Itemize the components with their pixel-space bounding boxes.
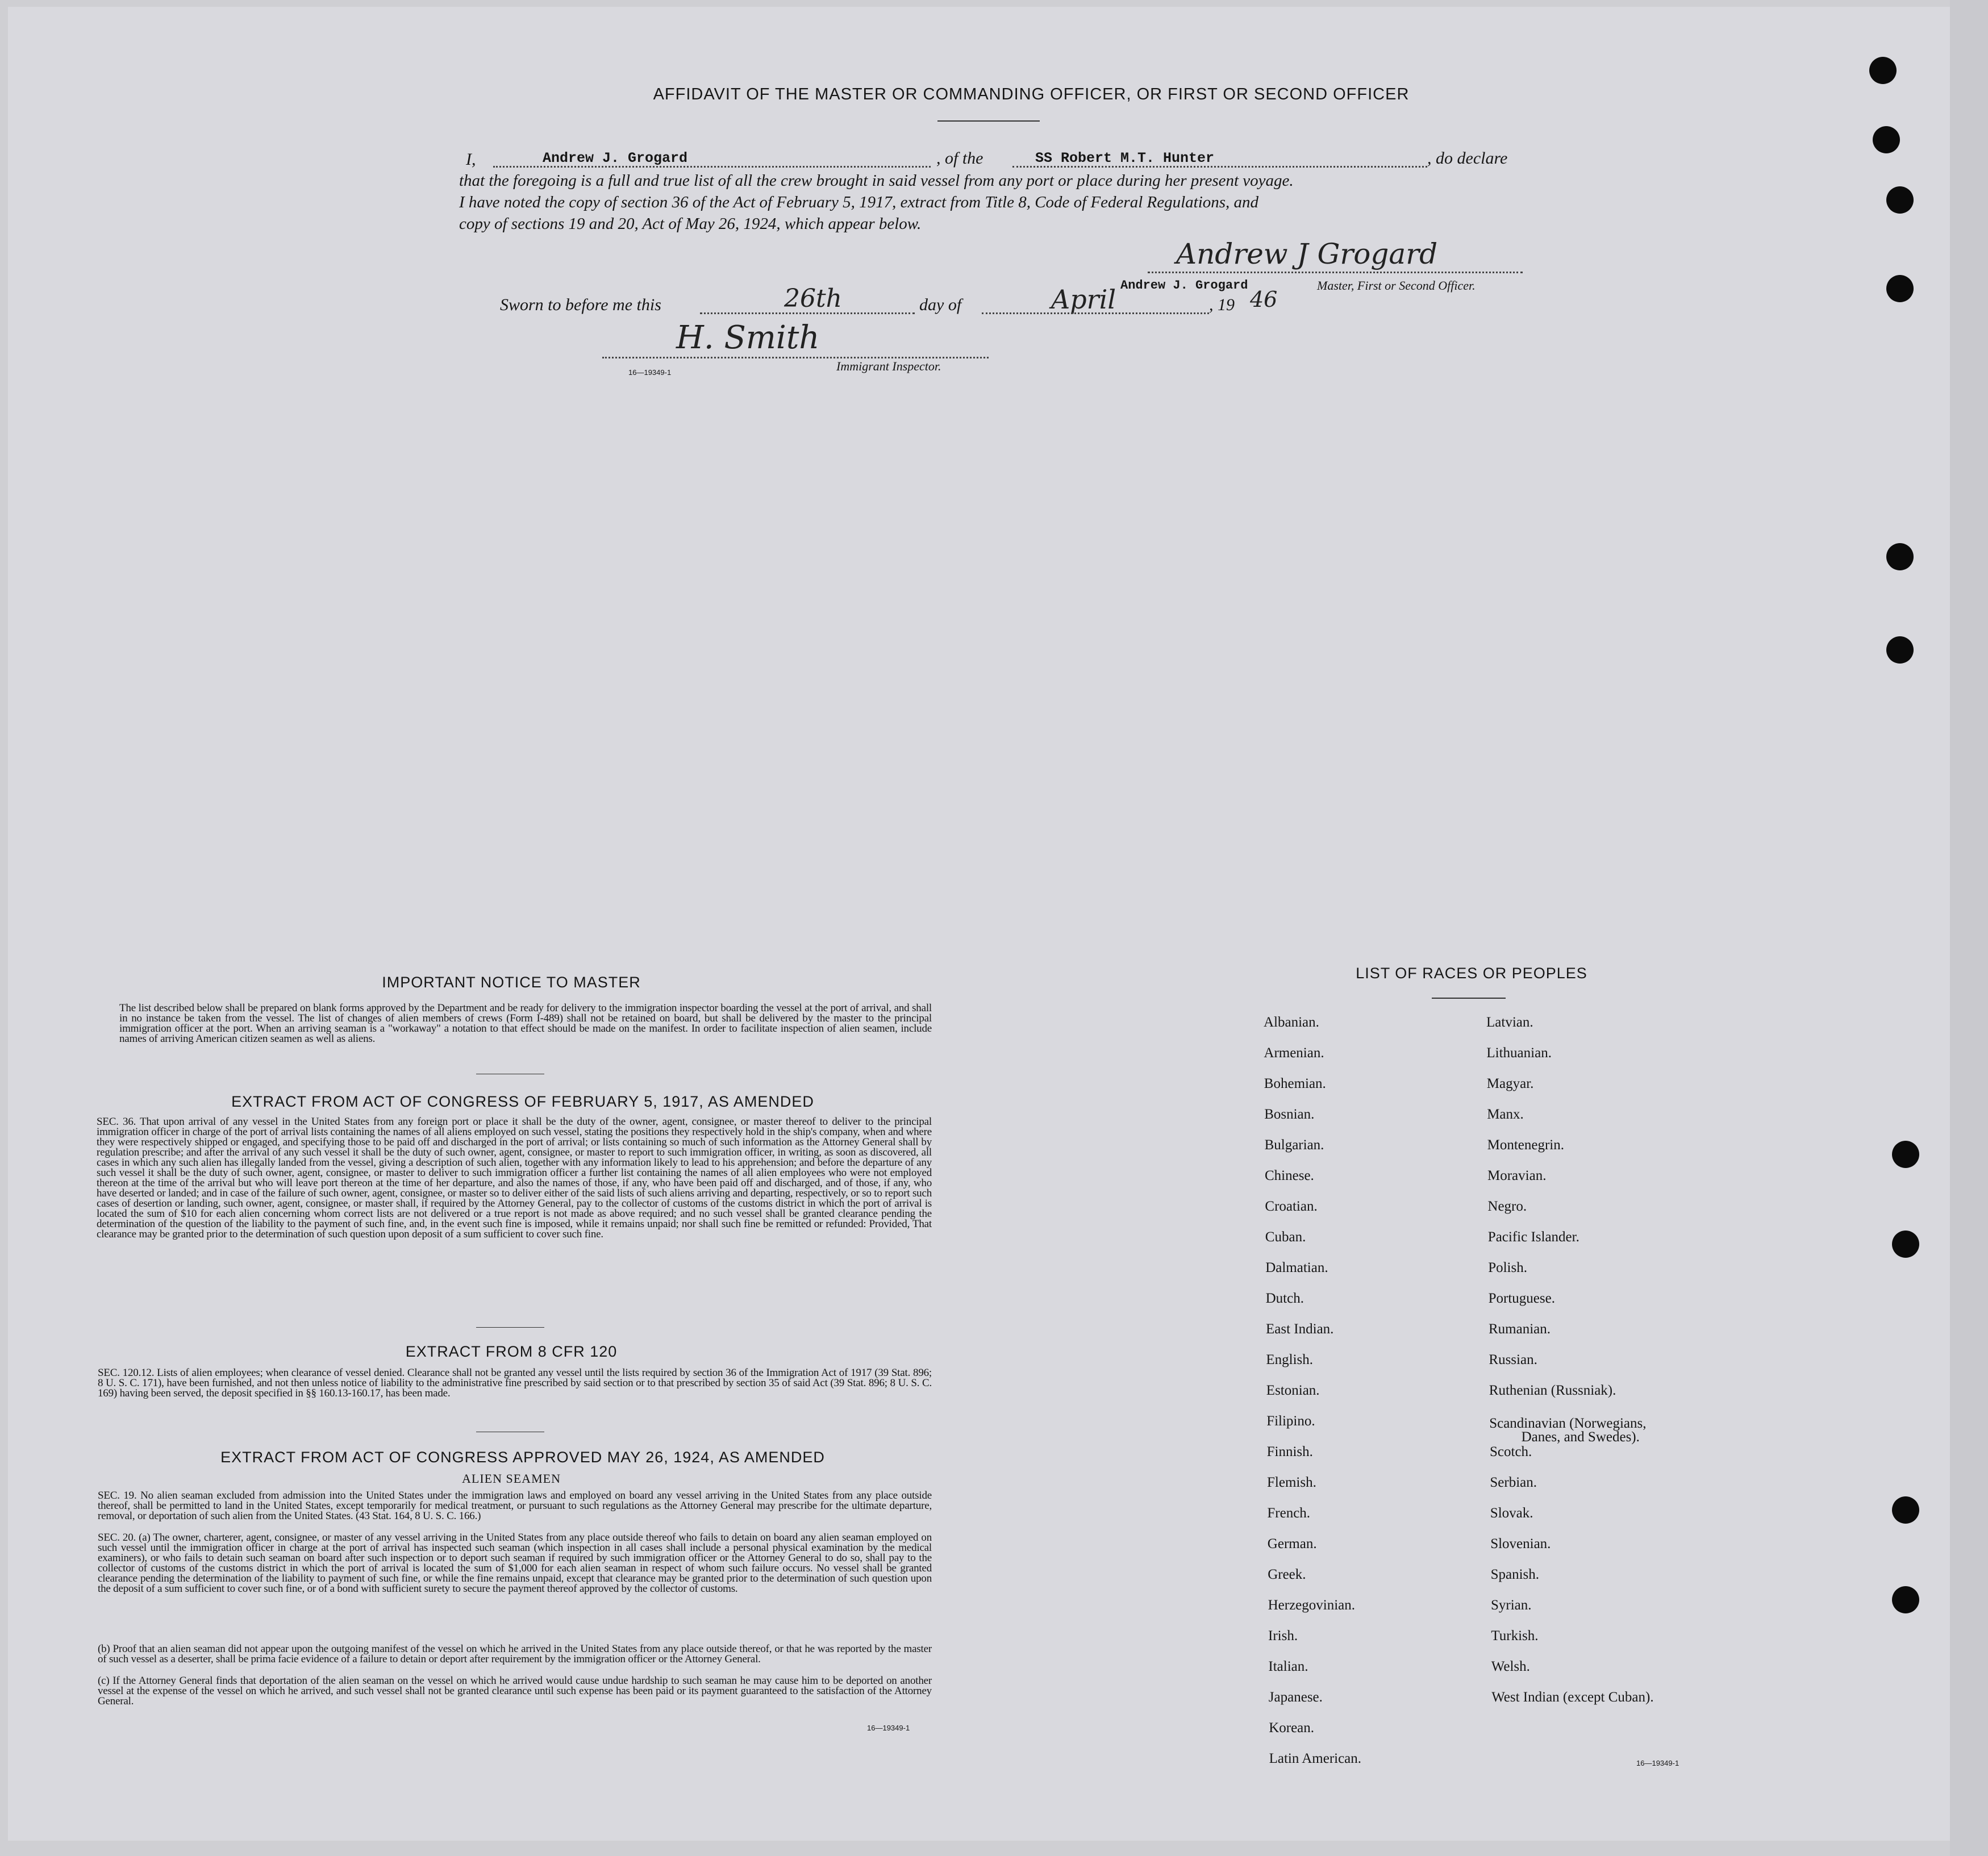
race-item: Spanish. <box>1490 1567 1540 1582</box>
race-item: Dalmatian. <box>1265 1260 1328 1275</box>
race-item: Moravian. <box>1487 1168 1547 1183</box>
notice-body: The list described below shall be prepared on blank forms approved by the Department and be ready for delivery to the immigration inspector boarding the vessel at the port of arrival, and shall in no instance be taken from the vessel. The list of changes of alien members of crews (Form I-489) shall not be retained on board, but shall be delivered by the master to the principal immigration officer at the port. When an arriving seaman is a "workaway" a notation to that effect should be made on the manifest. In order to facilitate inspection of alien seamen, include names of arriving American citizen seamen as well as aliens. <box>119 1002 932 1045</box>
race-item: Finnish. <box>1266 1444 1313 1459</box>
signature-line <box>1148 272 1523 273</box>
name-line <box>493 166 931 168</box>
officer-title: Master, First or Second Officer. <box>1317 278 1476 293</box>
race-item: Portuguese. <box>1488 1291 1555 1306</box>
extract-1924-sec19: SEC. 19. No alien seaman excluded from admission into the United States under the immigration laws and employed on board any vessel arriving in the United States from any place outside thereof, shall be permitted to land in the United States, except temporarily for medical treatment, or pursuant to such regulations as the Attorney General may prescribe for the ultimate departure, removal, or deportation of such alien from the United States. (43 Stat. 164, 8 U. S. C. 166.) <box>98 1490 932 1522</box>
declaration-line-2: that the foregoing is a full and true list of all the crew brought in said vessel from any port or place during her present voyage. <box>459 172 1294 190</box>
month-line <box>982 312 1209 314</box>
race-item: Negro. <box>1487 1199 1527 1214</box>
race-item: Italian. <box>1268 1659 1308 1674</box>
race-item: Scotch. <box>1490 1444 1532 1459</box>
race-item: Bosnian. <box>1264 1107 1315 1122</box>
race-item: Cuban. <box>1265 1229 1306 1245</box>
races-form-number: 16—19349-1 <box>1636 1759 1679 1767</box>
extract-1924-title: EXTRACT FROM ACT OF CONGRESS APPROVED MAY 26, 1924, AS AMENDED <box>220 1449 825 1466</box>
extract-1924-sec20a: SEC. 20. (a) The owner, charterer, agent, consignee, or master of any vessel arriving in the United States from any place outside thereof who fails to detain on board any alien seaman employed on such vessel until the immigration officer in charge at the port of arrival has inspected such seaman (which inspection in all cases shall include a personal physical examination by the medical examiners), or who fails to detain such seaman on board after such inspection or to deport such seaman if required by such immigration officer or the Attorney General to do so, shall pay to the collector of customs of the customs district in which the port of arrival is located the sum of $1,000 for each alien seaman in respect of whom such failure occurs. No vessel shall be granted clearance pending the determination of the liability to payment of such fine, or while the fine remains unpaid, except that clearance may be granted prior to the determination of such question upon the deposit of a sum sufficient to cover such fine, or of a bond with sufficient surety to secure the payment thereof approved by the collector of customs. <box>98 1532 932 1595</box>
punch-hole <box>1892 1586 1919 1613</box>
race-item: East Indian. <box>1266 1321 1334 1337</box>
race-item: Manx. <box>1487 1107 1524 1122</box>
punch-hole <box>1892 1141 1919 1168</box>
inspector-signature: H. Smith <box>676 319 820 356</box>
race-item: Ruthenian (Russniak). <box>1489 1383 1616 1398</box>
race-item: Slovenian. <box>1490 1536 1551 1551</box>
sworn-label: Sworn to before me this <box>500 295 661 314</box>
race-item: Bohemian. <box>1264 1076 1326 1091</box>
sworn-day: 26th <box>784 284 843 313</box>
races-divider <box>1432 998 1506 999</box>
race-item: Syrian. <box>1491 1598 1532 1613</box>
page-edge <box>1950 0 1988 1856</box>
inspector-line <box>602 357 989 358</box>
of-the-label: , of the <box>936 149 983 168</box>
punch-hole <box>1869 57 1897 84</box>
race-item: Flemish. <box>1267 1475 1316 1490</box>
race-item: Korean. <box>1269 1720 1315 1736</box>
race-item: Slovak. <box>1490 1505 1533 1521</box>
day-line <box>700 312 915 314</box>
race-item: Polish. <box>1488 1260 1527 1275</box>
extract-1917-divider <box>476 1327 544 1328</box>
race-item: Latvian. <box>1486 1015 1533 1030</box>
notice-title: IMPORTANT NOTICE TO MASTER <box>382 974 641 991</box>
affidavit-title: AFFIDAVIT OF THE MASTER OR COMMANDING OFFICER, OR FIRST OR SECOND OFFICER <box>653 85 1410 103</box>
form-number: 16—19349-1 <box>628 368 672 377</box>
punch-hole <box>1873 126 1900 153</box>
extract-1917-body: SEC. 36. That upon arrival of any vessel in the United States from any foreign port or place it shall be the duty of the owner, agent, consignee, or master thereof to deliver to the principal immigration officer in charge of the port of arrival lists containing the names of all aliens employed on such vessel, stating the positions they respectively hold in the ship's company, when and where they were respectively shipped or engaged, and specifying those to be paid off and discharged in the port of arrival; or lists containing so much of such information as the Attorney General shall by regulation prescribe; and after the arrival of any such vessel it shall be the duty of such owner, agent, consignee, or master to report to such immigration officer, in writing, as soon as discovered, all cases in which any such alien has illegally landed from the vessel, giving a description of such alien, together with any information likely to lead to his apprehension; and before the departure of any such vessel it shall be the duty of such owner, agent, consignee, or master to deliver to such immigration officer a further list containing the names of all alien employees who were not employed thereon at the time of the arrival but who will leave port thereon at the time of her departure, and also the names of those, if any, who have been paid off and discharged, and of those, if any, who have deserted or landed; and in case of the failure of such owner, agent, consignee, or master so to deliver either of the said lists of such aliens arriving and departing, respectively, or so to report such cases of desertion or landing, such owner, agent, consignee, or master shall, if required by the Attorney General, pay to the collector of customs of the customs district in which the port of arrival is located the sum of $10 for each alien concerning whom correct lists are not delivered or a true report is not made as above required; and no such vessel shall be granted clearance pending the determination of the question of the liability to the payment of such fine, and, in the event such fine is imposed, while it remains unpaid; nor shall such fine be remitted or refunded: Provided, That clearance may be granted prior to the determination of such question upon deposit of a sum sufficient to cover such fine. <box>97 1116 932 1240</box>
extract-1924-sec20b: (b) Proof that an alien seaman did not appear upon the outgoing manifest of the vessel on which he arrived in the United States from any place outside thereof, or that he was reported by the master of such vessel as a deserter, shall be prima facie evidence of a failure to detain or deport after requirement by the immigration officer or the Attorney General. <box>98 1643 932 1665</box>
vessel-line <box>1012 166 1427 168</box>
race-item: Magyar. <box>1486 1076 1534 1091</box>
race-item: Lithuanian. <box>1486 1045 1552 1061</box>
race-item: Scandinavian (Norwegians, <box>1489 1416 1647 1431</box>
punch-hole <box>1886 186 1914 214</box>
race-item: Pacific Islander. <box>1487 1229 1579 1245</box>
race-item: Turkish. <box>1491 1628 1539 1644</box>
race-item: Russian. <box>1489 1352 1537 1367</box>
year-prefix: , 19 <box>1209 295 1235 314</box>
race-item: Dutch. <box>1265 1291 1304 1306</box>
do-declare-label: , do declare <box>1427 149 1508 168</box>
extract-1924-sec20c: (c) If the Attorney General finds that deportation of the alien seaman on the vessel on which he arrived would cause undue hardship to such seaman he may cause him to be deported on another vessel at the expense of the vessel on which he arrived, and such vessel shall not be granted clearance until such expense has been paid or its payment guaranteed to the satisfaction of the Attorney General. <box>98 1675 932 1707</box>
typed-master-name: Andrew J. Grogard <box>1120 278 1248 293</box>
race-item: Serbian. <box>1490 1475 1537 1490</box>
title-divider <box>937 120 1040 122</box>
sworn-year: 46 <box>1250 287 1278 312</box>
extract-cfr-body: SEC. 120.12. Lists of alien employees; when clearance of vessel denied. Clearance shall not be granted any vessel until the lists required by section 36 of the Immigration Act of 1917 (39 Stat. 896; 8 U. S. C. 171), have been furnished, and not then unless notice of liability to the administrative fine prescribed by said section or to that prescribed by section 35 of said Act (39 Stat. 896; 8 U. S. C. 169) having been served, the deposit specified in §§ 160.13-160.17, has been made. <box>98 1367 932 1399</box>
race-item: Bulgarian. <box>1264 1137 1324 1153</box>
race-item: Albanian. <box>1264 1015 1319 1030</box>
race-item: Montenegrin. <box>1487 1137 1564 1153</box>
races-title: LIST OF RACES OR PEOPLES <box>1356 965 1587 982</box>
race-item: Herzegovinian. <box>1268 1598 1355 1613</box>
race-item: Danes, and Swedes). <box>1521 1429 1640 1445</box>
declaration-line-4: copy of sections 19 and 20, Act of May 26, 1924, which appear below. <box>459 215 922 233</box>
vessel-name: SS Robert M.T. Hunter <box>1035 150 1215 166</box>
race-item: German. <box>1267 1536 1317 1551</box>
race-item: Armenian. <box>1264 1045 1324 1061</box>
extract-1924-subtitle: ALIEN SEAMEN <box>462 1471 561 1486</box>
race-item: English. <box>1266 1352 1314 1367</box>
i-label: I, <box>466 150 476 169</box>
punch-hole <box>1892 1231 1919 1258</box>
race-item: Latin American. <box>1269 1751 1362 1766</box>
race-item: Japanese. <box>1268 1690 1323 1705</box>
race-item: Rumanian. <box>1489 1321 1551 1337</box>
punch-hole <box>1886 543 1914 570</box>
race-item: Greek. <box>1268 1567 1306 1582</box>
race-item: Welsh. <box>1491 1659 1530 1674</box>
race-item: Chinese. <box>1265 1168 1314 1183</box>
punch-hole <box>1892 1496 1919 1524</box>
race-item: Filipino. <box>1266 1413 1315 1429</box>
extract-1917-title: EXTRACT FROM ACT OF CONGRESS OF FEBRUARY 5, 1917, AS AMENDED <box>231 1093 814 1110</box>
race-item: Croatian. <box>1265 1199 1318 1214</box>
race-item: West Indian (except Cuban). <box>1491 1690 1654 1705</box>
day-of-label: day of <box>919 295 962 314</box>
extract-form-number: 16—19349-1 <box>867 1724 910 1732</box>
punch-hole <box>1886 275 1914 302</box>
sworn-month: April <box>1051 284 1116 315</box>
extract-cfr-title: EXTRACT FROM 8 CFR 120 <box>405 1343 618 1360</box>
inspector-label: Immigrant Inspector. <box>836 359 941 373</box>
race-item: French. <box>1267 1505 1311 1521</box>
race-item: Irish. <box>1268 1628 1298 1644</box>
race-item: Estonian. <box>1266 1383 1320 1398</box>
punch-hole <box>1886 636 1914 664</box>
master-name: Andrew J. Grogard <box>543 150 688 166</box>
declaration-line-3: I have noted the copy of section 36 of the Act of February 5, 1917, extract from Title 8, Code of Federal Regulations, and <box>459 193 1259 211</box>
master-signature: Andrew J Grogard <box>1176 237 1438 270</box>
